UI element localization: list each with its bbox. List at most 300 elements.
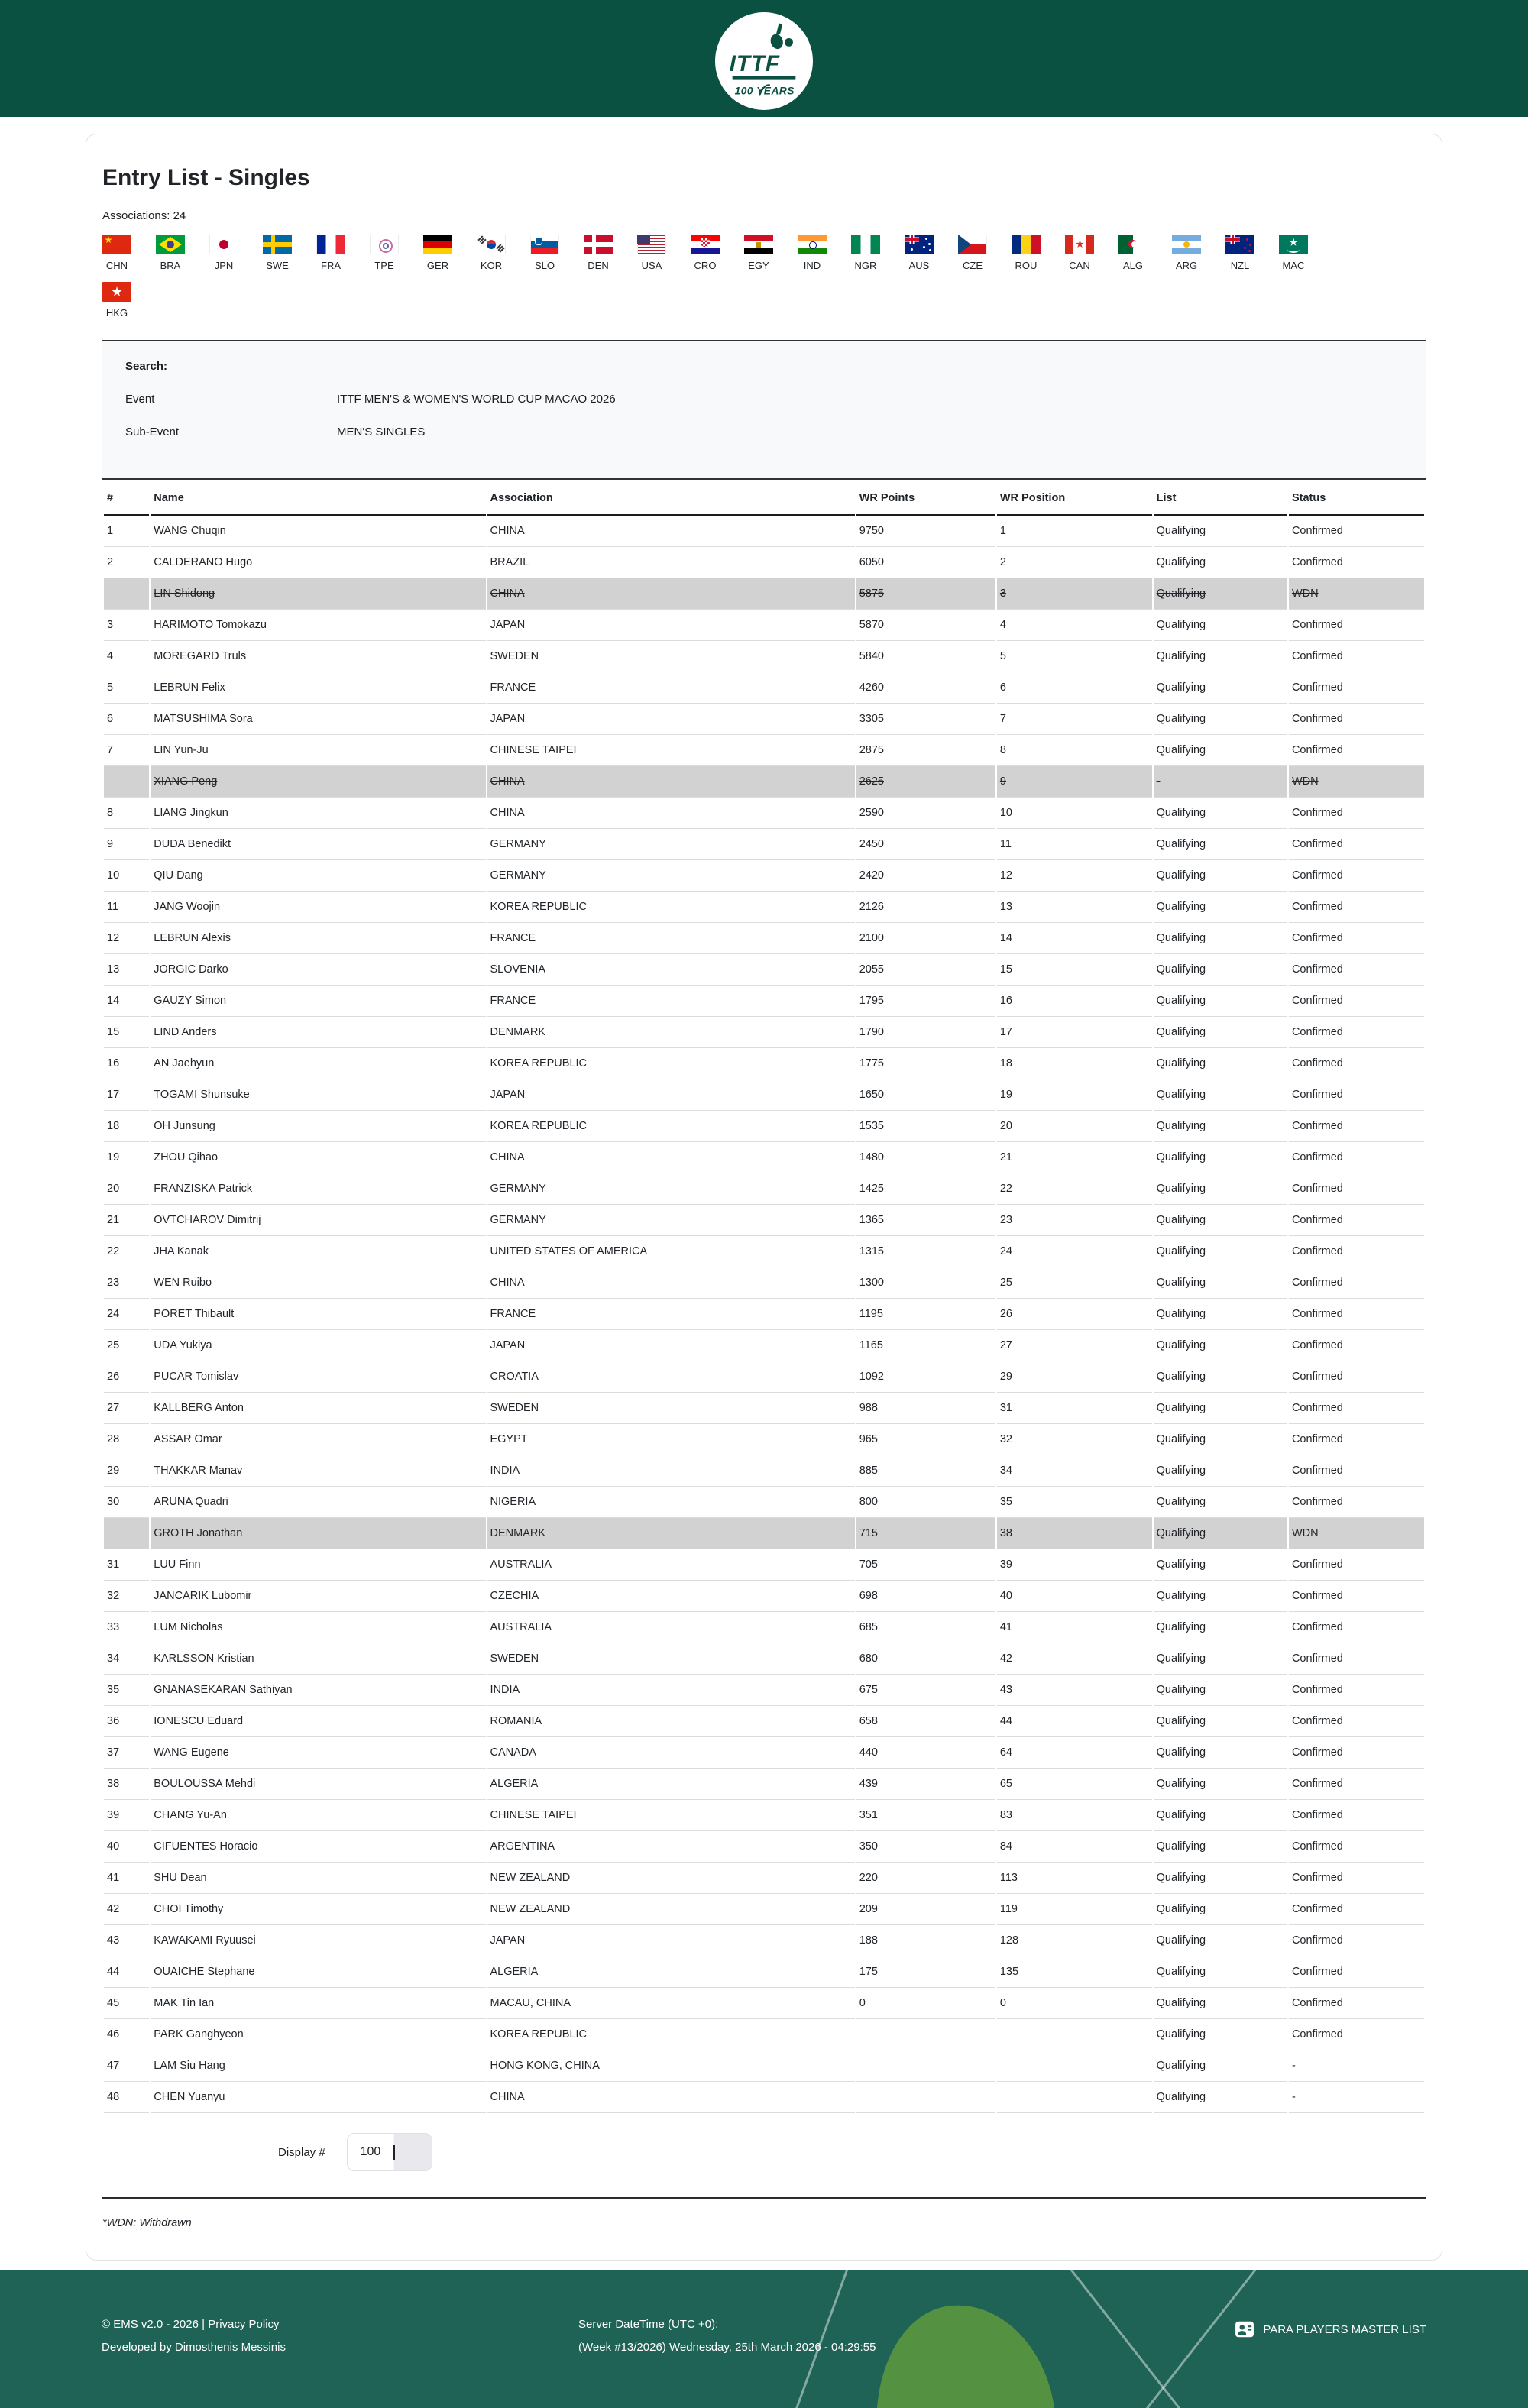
table-row [104, 1111, 1424, 1142]
cell-name: ZHOU Qihao [151, 1142, 485, 1173]
table-row [104, 1831, 1424, 1863]
cell-name: OUAICHE Stephane [151, 1956, 485, 1988]
association-flag-item [1012, 235, 1065, 271]
cell-wr-position: 32 [997, 1424, 1152, 1455]
association-flag-item [691, 235, 744, 271]
cell-list: Qualifying [1154, 829, 1287, 860]
cell-name: XIANG Peng [151, 766, 485, 798]
cell-wr-position: 25 [997, 1267, 1152, 1299]
flags-row-1 [102, 235, 1426, 271]
contact-card-icon [1235, 2319, 1254, 2339]
cell-list: Qualifying [1154, 1142, 1287, 1173]
cell-status: Confirmed [1289, 1393, 1424, 1424]
cell-list: Qualifying [1154, 1393, 1287, 1424]
cell-wr-position: 23 [997, 1205, 1152, 1236]
cell-num: 38 [104, 1769, 149, 1800]
cell-association: FRANCE [487, 1299, 855, 1330]
cell-wr-position: 34 [997, 1455, 1152, 1487]
para-players-master-list-link[interactable] [1235, 2319, 1426, 2339]
egy-flag-icon [744, 235, 773, 254]
cell-status: Confirmed [1289, 1581, 1424, 1612]
cell-list: Qualifying [1154, 923, 1287, 954]
cell-list: Qualifying [1154, 1455, 1287, 1487]
wdn-footnote: *WDN: Withdrawn [102, 2217, 192, 2229]
cell-wr-position: 27 [997, 1330, 1152, 1361]
cell-num: 7 [104, 735, 149, 766]
cell-status: WDN [1289, 1518, 1424, 1549]
cell-num: 35 [104, 1675, 149, 1706]
cell-list: Qualifying [1154, 735, 1287, 766]
cell-association: AUSTRALIA [487, 1549, 855, 1581]
rou-flag-icon [1012, 235, 1041, 254]
den-flag-icon [584, 235, 613, 254]
cell-association: GERMANY [487, 1205, 855, 1236]
slo-flag-icon [530, 235, 559, 254]
cell-name: WEN Ruibo [151, 1267, 485, 1299]
cell-status: Confirmed [1289, 1299, 1424, 1330]
cell-name: CHANG Yu-An [151, 1800, 485, 1831]
ger-flag-icon [423, 235, 452, 254]
cell-wr-points: 209 [856, 1894, 995, 1925]
cell-association: CHINESE TAIPEI [487, 1800, 855, 1831]
cell-wr-position: 13 [997, 892, 1152, 923]
association-code-label: USA [641, 260, 662, 271]
cell-association: CHINA [487, 2082, 855, 2113]
table-row [104, 1863, 1424, 1894]
cell-association: INDIA [487, 1675, 855, 1706]
ind-flag-icon [798, 235, 827, 254]
table-row [104, 2082, 1424, 2113]
cell-wr-points: 705 [856, 1549, 995, 1581]
footer-decor-line [1115, 2270, 1263, 2408]
cell-association: JAPAN [487, 704, 855, 735]
cell-wr-points: 1650 [856, 1079, 995, 1111]
table-row [104, 1299, 1424, 1330]
cell-num: 34 [104, 1643, 149, 1675]
cell-name: JHA Kanak [151, 1236, 485, 1267]
cell-name: GNANASEKARAN Sathiyan [151, 1675, 485, 1706]
association-flag-item [1118, 235, 1172, 271]
table-row [104, 1675, 1424, 1706]
entries-table [102, 480, 1426, 2113]
ittf-logo [714, 11, 814, 111]
cell-name: HARIMOTO Tomokazu [151, 610, 485, 641]
cell-list: Qualifying [1154, 1737, 1287, 1769]
entry-list-card [86, 134, 1442, 2261]
bra-flag-icon [156, 235, 185, 254]
cell-association: CHINA [487, 578, 855, 610]
event-label: Event [125, 393, 155, 406]
association-flag-item [637, 235, 691, 271]
nzl-flag-icon [1225, 235, 1254, 254]
table-row [104, 1455, 1424, 1487]
cell-wr-position: 9 [997, 766, 1152, 798]
table-row [104, 1737, 1424, 1769]
cell-name: WANG Eugene [151, 1737, 485, 1769]
alg-flag-icon [1118, 235, 1148, 254]
cell-wr-points: 2126 [856, 892, 995, 923]
cell-num: 16 [104, 1048, 149, 1079]
col-header-name: Name [151, 480, 485, 516]
cell-association: SWEDEN [487, 1393, 855, 1424]
table-row [104, 892, 1424, 923]
cell-association: ALGERIA [487, 1956, 855, 1988]
usa-flag-icon [637, 235, 666, 254]
cell-association: CHINA [487, 516, 855, 547]
cell-wr-points: 5870 [856, 610, 995, 641]
display-count-select[interactable] [347, 2133, 432, 2171]
footer-decor-line [1070, 2270, 1217, 2408]
cell-num: 19 [104, 1142, 149, 1173]
table-row [104, 860, 1424, 892]
cell-name: LIND Anders [151, 1017, 485, 1048]
arg-flag-icon [1172, 235, 1201, 254]
cell-name: ASSAR Omar [151, 1424, 485, 1455]
cell-wr-points: 885 [856, 1455, 995, 1487]
cell-num: 31 [104, 1549, 149, 1581]
cell-status: Confirmed [1289, 1737, 1424, 1769]
developed-by-text: Developed by Dimosthenis Messinis [102, 2341, 286, 2354]
cell-num: 41 [104, 1863, 149, 1894]
cell-wr-points [856, 2082, 995, 2113]
cell-wr-points: 1535 [856, 1111, 995, 1142]
cell-name: JANCARIK Lubomir [151, 1581, 485, 1612]
display-count-row [102, 2113, 1426, 2197]
col-header-status: Status [1289, 480, 1424, 516]
cell-list: Qualifying [1154, 986, 1287, 1017]
cell-status: Confirmed [1289, 1017, 1424, 1048]
association-flag-item [530, 235, 584, 271]
cell-list: Qualifying [1154, 1894, 1287, 1925]
cell-association: JAPAN [487, 610, 855, 641]
cell-num: 46 [104, 2019, 149, 2050]
table-row [104, 1424, 1424, 1455]
association-code-label: MAC [1282, 260, 1305, 271]
col-header-association: Association [487, 480, 855, 516]
cell-name: CIFUENTES Horacio [151, 1831, 485, 1863]
cell-num: 36 [104, 1706, 149, 1737]
cell-name: CALDERANO Hugo [151, 547, 485, 578]
cell-name: LEBRUN Felix [151, 672, 485, 704]
cell-list: - [1154, 766, 1287, 798]
cell-wr-points: 1790 [856, 1017, 995, 1048]
cell-num: 44 [104, 1956, 149, 1988]
cell-wr-position: 4 [997, 610, 1152, 641]
cell-list: Qualifying [1154, 610, 1287, 641]
cell-list: Qualifying [1154, 1612, 1287, 1643]
server-datetime-value: (Week #13/2026) Wednesday, 25th March 2026 - 04:29:55 [578, 2341, 876, 2354]
association-code-label: GER [426, 260, 449, 271]
cell-wr-points: 2100 [856, 923, 995, 954]
fra-flag-icon [316, 235, 345, 254]
table-row [104, 1017, 1424, 1048]
cell-association: ROMANIA [487, 1706, 855, 1737]
cell-name: JORGIC Darko [151, 954, 485, 986]
cell-status: Confirmed [1289, 1236, 1424, 1267]
cell-wr-position: 29 [997, 1361, 1152, 1393]
table-row [104, 610, 1424, 641]
table-row [104, 1079, 1424, 1111]
cell-wr-points: 351 [856, 1800, 995, 1831]
cell-wr-position: 20 [997, 1111, 1152, 1142]
cell-num: 17 [104, 1079, 149, 1111]
table-row [104, 735, 1424, 766]
cell-name: BOULOUSSA Mehdi [151, 1769, 485, 1800]
cell-association: SLOVENIA [487, 954, 855, 986]
cell-status: Confirmed [1289, 1330, 1424, 1361]
cell-list: Qualifying [1154, 1643, 1287, 1675]
cell-status: Confirmed [1289, 1079, 1424, 1111]
cell-association: INDIA [487, 1455, 855, 1487]
col-header-list: List [1154, 480, 1287, 516]
cell-list: Qualifying [1154, 1330, 1287, 1361]
cell-status: Confirmed [1289, 1424, 1424, 1455]
cell-association: UNITED STATES OF AMERICA [487, 1236, 855, 1267]
cell-wr-points: 1480 [856, 1142, 995, 1173]
cell-num [104, 766, 149, 798]
cell-num [104, 578, 149, 610]
association-flag-item [1172, 235, 1225, 271]
cell-status: Confirmed [1289, 1800, 1424, 1831]
search-title: Search: [125, 360, 168, 373]
subevent-value: MEN'S SINGLES [337, 426, 426, 439]
cell-wr-position: 26 [997, 1299, 1152, 1330]
cell-wr-points: 440 [856, 1737, 995, 1769]
cell-wr-points: 4260 [856, 672, 995, 704]
cell-status: Confirmed [1289, 1142, 1424, 1173]
association-code-label: TPE [374, 260, 394, 271]
cell-num: 25 [104, 1330, 149, 1361]
cell-wr-points: 9750 [856, 516, 995, 547]
cell-list: Qualifying [1154, 672, 1287, 704]
association-code-label: IND [803, 260, 821, 271]
association-flag-item [423, 235, 477, 271]
display-count-value: 100 [360, 2145, 381, 2158]
cell-status: Confirmed [1289, 516, 1424, 547]
cell-name: QIU Dang [151, 860, 485, 892]
cell-wr-position: 18 [997, 1048, 1152, 1079]
can-flag-icon [1065, 235, 1094, 254]
flags-row-2 [102, 282, 1426, 319]
cell-num: 14 [104, 986, 149, 1017]
cell-num: 22 [104, 1236, 149, 1267]
cell-num: 37 [104, 1737, 149, 1769]
table-row [104, 1393, 1424, 1424]
cell-wr-points: 2625 [856, 766, 995, 798]
cell-wr-points: 1315 [856, 1236, 995, 1267]
cell-name: OH Junsung [151, 1111, 485, 1142]
association-code-label: NGR [854, 260, 877, 271]
cell-name: CHEN Yuanyu [151, 2082, 485, 2113]
cell-wr-position: 31 [997, 1393, 1152, 1424]
cell-status: Confirmed [1289, 1769, 1424, 1800]
cell-status: Confirmed [1289, 798, 1424, 829]
table-bottom-rule [102, 2197, 1426, 2199]
cell-num: 40 [104, 1831, 149, 1863]
association-code-label: NZL [1230, 260, 1250, 271]
cell-association: CHINA [487, 1267, 855, 1299]
event-row [125, 393, 1403, 406]
cell-wr-position: 16 [997, 986, 1152, 1017]
cell-association: AUSTRALIA [487, 1612, 855, 1643]
cell-name: PARK Ganghyeon [151, 2019, 485, 2050]
cell-status: Confirmed [1289, 1706, 1424, 1737]
swe-flag-icon [263, 235, 292, 254]
server-datetime-label: Server DateTime (UTC +0): [578, 2318, 719, 2331]
cell-wr-points [856, 2050, 995, 2082]
association-flag-item [477, 235, 530, 271]
cell-wr-points: 2590 [856, 798, 995, 829]
association-code-label: AUS [908, 260, 930, 271]
association-flag-item [102, 282, 156, 319]
cell-wr-position: 44 [997, 1706, 1152, 1737]
cell-name: JANG Woojin [151, 892, 485, 923]
col-header-wr-position: WR Position [997, 480, 1152, 516]
table-row-withdrawn [104, 766, 1424, 798]
cell-list: Qualifying [1154, 1017, 1287, 1048]
cell-status: Confirmed [1289, 1863, 1424, 1894]
logo-ittf-text: ITTF [729, 50, 780, 76]
association-code-label: HKG [105, 307, 128, 319]
table-row [104, 672, 1424, 704]
cell-association: GERMANY [487, 860, 855, 892]
association-flag-item [584, 235, 637, 271]
logo-years-text: 100 YEARS [734, 85, 795, 97]
jpn-flag-icon [209, 235, 238, 254]
cell-association: GERMANY [487, 1173, 855, 1205]
cell-status: Confirmed [1289, 1048, 1424, 1079]
kor-flag-icon [477, 235, 506, 254]
cell-list: Qualifying [1154, 1173, 1287, 1205]
cell-association: KOREA REPUBLIC [487, 2019, 855, 2050]
cell-status: Confirmed [1289, 610, 1424, 641]
cell-wr-points: 988 [856, 1393, 995, 1424]
cell-wr-points: 1775 [856, 1048, 995, 1079]
cell-list: Qualifying [1154, 1361, 1287, 1393]
cell-status: Confirmed [1289, 547, 1424, 578]
footer-center [578, 2313, 876, 2359]
cell-list: Qualifying [1154, 2082, 1287, 2113]
cell-wr-points: 220 [856, 1863, 995, 1894]
cell-list: Qualifying [1154, 1299, 1287, 1330]
cell-list: Qualifying [1154, 1487, 1287, 1518]
cell-wr-position [997, 2019, 1152, 2050]
cell-wr-points [856, 2019, 995, 2050]
association-code-label: EGY [748, 260, 769, 271]
cell-wr-points: 175 [856, 1956, 995, 1988]
page-title: Entry List - Singles [102, 165, 310, 190]
association-code-label: DEN [588, 260, 609, 271]
association-flag-item [905, 235, 958, 271]
cell-wr-position: 1 [997, 516, 1152, 547]
cell-wr-position: 128 [997, 1925, 1152, 1956]
cell-association: SWEDEN [487, 1643, 855, 1675]
cell-name: MAK Tin Ian [151, 1988, 485, 2019]
cell-association: NEW ZEALAND [487, 1863, 855, 1894]
cell-wr-points: 3305 [856, 704, 995, 735]
cell-wr-position: 3 [997, 578, 1152, 610]
table-row [104, 1236, 1424, 1267]
cell-wr-points: 698 [856, 1581, 995, 1612]
cell-list: Qualifying [1154, 954, 1287, 986]
cell-name: TOGAMI Shunsuke [151, 1079, 485, 1111]
cell-name: LUU Finn [151, 1549, 485, 1581]
association-flag-item [316, 235, 370, 271]
cell-association: MACAU, CHINA [487, 1988, 855, 2019]
table-row [104, 1894, 1424, 1925]
cell-status: Confirmed [1289, 1988, 1424, 2019]
cell-name: ARUNA Quadri [151, 1487, 485, 1518]
cell-num: 47 [104, 2050, 149, 2082]
ngr-flag-icon [851, 235, 880, 254]
cell-list: Qualifying [1154, 1769, 1287, 1800]
cell-status: Confirmed [1289, 1455, 1424, 1487]
cell-wr-position: 35 [997, 1487, 1152, 1518]
cell-num: 42 [104, 1894, 149, 1925]
cell-list: Qualifying [1154, 1706, 1287, 1737]
cell-num: 9 [104, 829, 149, 860]
cell-list: Qualifying [1154, 641, 1287, 672]
cell-list: Qualifying [1154, 1800, 1287, 1831]
cell-association: ARGENTINA [487, 1831, 855, 1863]
table-row [104, 1205, 1424, 1236]
cell-wr-points: 439 [856, 1769, 995, 1800]
cell-status: WDN [1289, 578, 1424, 610]
privacy-policy-link[interactable]: Privacy Policy [208, 2318, 280, 2331]
association-code-label: CHN [105, 260, 128, 271]
cell-status: Confirmed [1289, 1111, 1424, 1142]
cell-status: - [1289, 2082, 1424, 2113]
cell-name: GAUZY Simon [151, 986, 485, 1017]
cell-name: GROTH Jonathan [151, 1518, 485, 1549]
cell-status: Confirmed [1289, 1267, 1424, 1299]
table-row [104, 547, 1424, 578]
cell-status: WDN [1289, 766, 1424, 798]
cell-status: Confirmed [1289, 672, 1424, 704]
cell-num: 21 [104, 1205, 149, 1236]
cell-status: Confirmed [1289, 923, 1424, 954]
cell-wr-position: 11 [997, 829, 1152, 860]
cell-association: DENMARK [487, 1017, 855, 1048]
search-panel [102, 340, 1426, 480]
cell-num: 48 [104, 2082, 149, 2113]
cell-name: MATSUSHIMA Sora [151, 704, 485, 735]
cell-wr-position: 19 [997, 1079, 1152, 1111]
cell-wr-position: 17 [997, 1017, 1152, 1048]
cell-association: DENMARK [487, 1518, 855, 1549]
table-row-withdrawn [104, 578, 1424, 610]
cell-list: Qualifying [1154, 1424, 1287, 1455]
cell-num: 10 [104, 860, 149, 892]
association-flag-item [744, 235, 798, 271]
cell-wr-position: 41 [997, 1612, 1152, 1643]
cell-association: KOREA REPUBLIC [487, 1111, 855, 1142]
cell-wr-points: 1795 [856, 986, 995, 1017]
cell-name: AN Jaehyun [151, 1048, 485, 1079]
associations-count: Associations: 24 [102, 209, 186, 222]
cell-wr-points: 675 [856, 1675, 995, 1706]
table-row [104, 1142, 1424, 1173]
table-row [104, 1612, 1424, 1643]
association-flag-item [209, 235, 263, 271]
table-row [104, 829, 1424, 860]
cell-association: CHINA [487, 798, 855, 829]
association-code-label: CZE [963, 260, 983, 271]
cell-wr-position: 21 [997, 1142, 1152, 1173]
association-code-label: ROU [1015, 260, 1038, 271]
cell-list: Qualifying [1154, 1236, 1287, 1267]
cell-num: 18 [104, 1111, 149, 1142]
